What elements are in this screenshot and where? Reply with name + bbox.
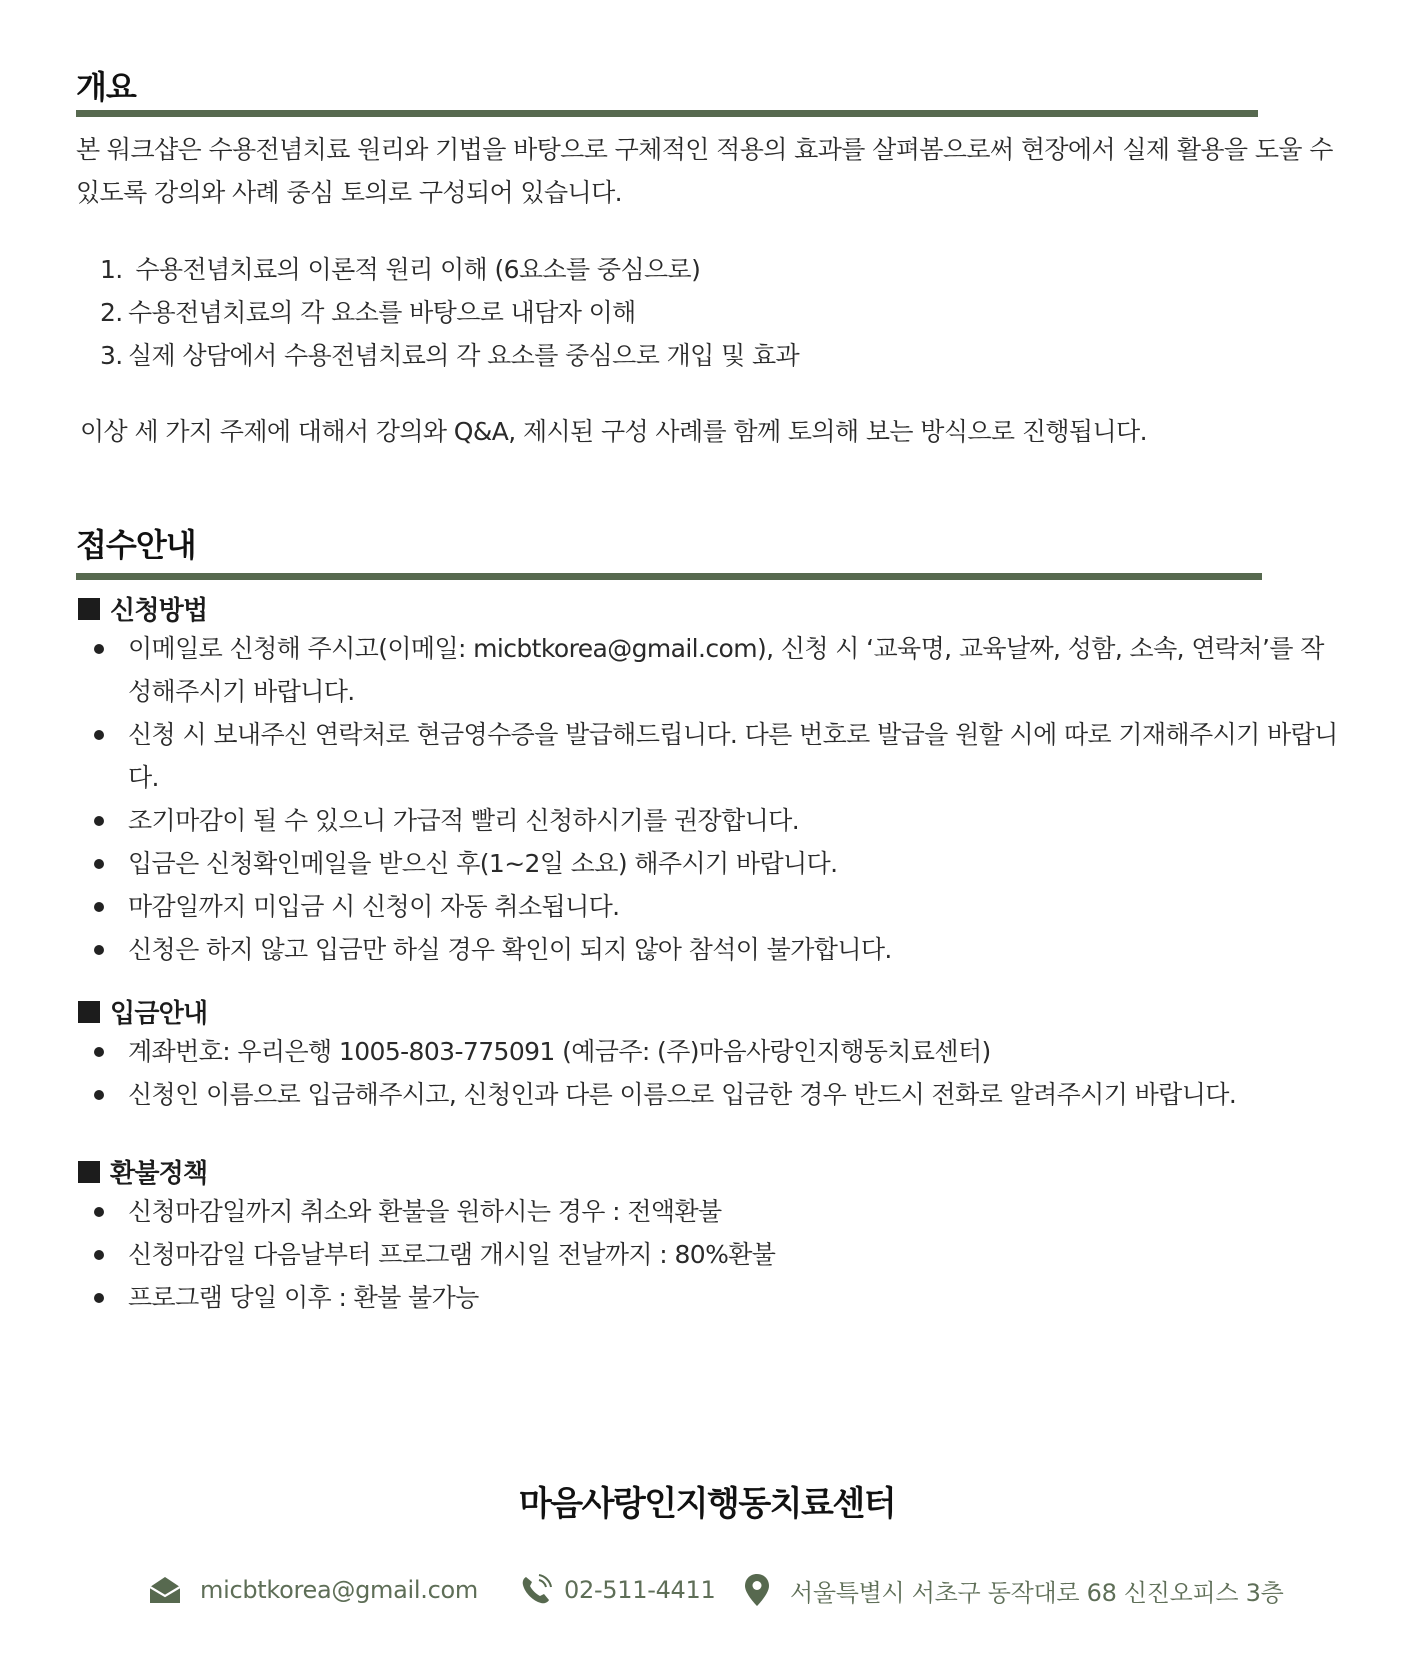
list-item: 이메일로 신청해 주시고(이메일: micbtkorea@gmail.com), 신청 시 ‘교육명, 교육날짜, 성함, 소속, 연락처’를 작성해주시기 바랍니다. bbox=[90, 627, 1346, 713]
list-item: 신청마감일까지 취소와 환불을 원하시는 경우 : 전액환불 bbox=[90, 1190, 1346, 1233]
overview-summary: 이상 세 가지 주제에 대해서 강의와 Q&A, 제시된 구성 사례를 함께 토의해 보는 방식으로 진행됩니다. bbox=[80, 417, 1147, 446]
location-pin-icon bbox=[744, 1573, 770, 1607]
list-item: 신청 시 보내주신 연락처로 현금영수증을 발급해드립니다. 다른 번호로 발급을 원할 시에 따로 기재해주시기 바랍니다. bbox=[90, 713, 1346, 799]
contact-phone[interactable]: 02-511-4411 bbox=[520, 1568, 715, 1612]
square-bullet-icon bbox=[78, 598, 100, 620]
bullet-dot-icon bbox=[94, 945, 104, 955]
contact-email[interactable]: micbtkorea@gmail.com bbox=[148, 1568, 478, 1612]
list-item: 신청인 이름으로 입금해주시고, 신청인과 다른 이름으로 입금한 경우 반드시 전화로 알려주시기 바랍니다. bbox=[90, 1073, 1346, 1116]
square-bullet-icon bbox=[78, 1161, 100, 1183]
refund-list bbox=[90, 1190, 1346, 1319]
list-item: 계좌번호: 우리은행 1005-803-775091 (예금주: (주)마음사랑인지행동치료센터) bbox=[90, 1030, 1346, 1073]
bullet-dot-icon bbox=[94, 1090, 104, 1100]
bullet-dot-icon bbox=[94, 816, 104, 826]
list-item: 신청은 하지 않고 입금만 하실 경우 확인이 되지 않아 참석이 불가합니다. bbox=[90, 928, 1346, 971]
envelope-icon bbox=[148, 1575, 182, 1605]
center-name: 마음사랑인지행동치료센터 bbox=[518, 1484, 896, 1524]
overview-topic-list bbox=[100, 248, 799, 377]
method-list bbox=[90, 627, 1346, 971]
registration-divider bbox=[76, 573, 1262, 580]
overview-intro: 본 워크샵은 수용전념치료 원리와 기법을 바탕으로 구체적인 적용의 효과를 살펴봄으로써 현장에서 실제 활용을 도울 수 있도록 강의와 사례 중심 토의로 구성되어 있습니다. bbox=[76, 135, 1333, 207]
bullet-dot-icon bbox=[94, 859, 104, 869]
overview-title: 개요 bbox=[76, 68, 136, 106]
contact-address: 서울특별시 서초구 동작대로 68 신진오피스 3층 bbox=[744, 1568, 1283, 1612]
list-item: 마감일까지 미입금 시 신청이 자동 취소됩니다. bbox=[90, 885, 1346, 928]
method-subtitle: 신청방법 bbox=[78, 590, 207, 627]
list-item: 1. 수용전념치료의 이론적 원리 이해 (6요소를 중심으로) bbox=[100, 255, 701, 284]
bullet-dot-icon bbox=[94, 1047, 104, 1057]
list-item: 2. 수용전념치료의 각 요소를 바탕으로 내담자 이해 bbox=[100, 298, 636, 327]
bullet-dot-icon bbox=[94, 1207, 104, 1217]
payment-list bbox=[90, 1030, 1346, 1116]
list-item: 프로그램 당일 이후 : 환불 불가능 bbox=[90, 1276, 1346, 1319]
refund-subtitle: 환불정책 bbox=[78, 1153, 207, 1190]
bullet-dot-icon bbox=[94, 644, 104, 654]
phone-icon bbox=[520, 1574, 552, 1606]
bullet-dot-icon bbox=[94, 1250, 104, 1260]
registration-title: 접수안내 bbox=[76, 526, 196, 564]
list-item: 3. 실제 상담에서 수용전념치료의 각 요소를 중심으로 개입 및 효과 bbox=[100, 341, 800, 370]
overview-divider bbox=[76, 110, 1258, 117]
contact-footer bbox=[0, 1568, 1414, 1612]
square-bullet-icon bbox=[78, 1001, 100, 1023]
bullet-dot-icon bbox=[94, 730, 104, 740]
bullet-dot-icon bbox=[94, 902, 104, 912]
payment-subtitle: 입금안내 bbox=[78, 993, 207, 1030]
bullet-dot-icon bbox=[94, 1293, 104, 1303]
list-item: 입금은 신청확인메일을 받으신 후(1~2일 소요) 해주시기 바랍니다. bbox=[90, 842, 1346, 885]
list-item: 조기마감이 될 수 있으니 가급적 빨리 신청하시기를 권장합니다. bbox=[90, 799, 1346, 842]
list-item: 신청마감일 다음날부터 프로그램 개시일 전날까지 : 80%환불 bbox=[90, 1233, 1346, 1276]
